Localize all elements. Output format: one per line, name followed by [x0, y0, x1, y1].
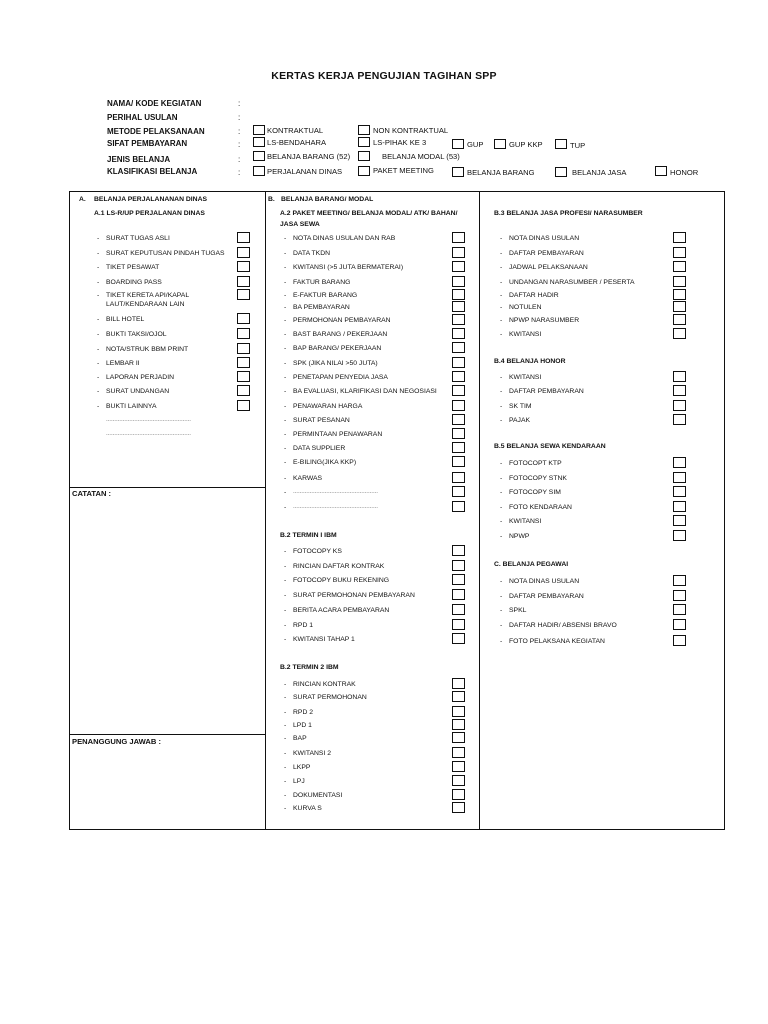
- checklist-checkbox[interactable]: [452, 261, 465, 272]
- checklist-item-label: SPKL: [509, 607, 527, 614]
- bullet: -: [284, 317, 287, 324]
- checklist-checkbox[interactable]: [237, 328, 250, 339]
- checklist-checkbox[interactable]: [452, 761, 465, 772]
- bullet: -: [500, 578, 503, 585]
- checkbox-tup[interactable]: [555, 139, 567, 149]
- label-metode: METODE PELAKSANAAN: [107, 127, 205, 136]
- checklist-checkbox[interactable]: [673, 486, 686, 497]
- checklist-item-label: DOKUMENTASI: [293, 792, 343, 799]
- bullet: -: [500, 504, 503, 511]
- checklist-checkbox[interactable]: [452, 314, 465, 325]
- colon: :: [238, 140, 241, 149]
- checklist-checkbox[interactable]: [673, 530, 686, 541]
- checklist-checkbox[interactable]: [673, 619, 686, 630]
- bullet: -: [284, 417, 287, 424]
- bullet: -: [500, 417, 503, 424]
- option-kontraktual: KONTRAKTUAL: [267, 126, 324, 135]
- checklist-checkbox[interactable]: [673, 261, 686, 272]
- checklist-item-label: BUKTI TAKSI/OJOL: [106, 331, 167, 338]
- checklist-item-label: TIKET KERETA API/KAPAL: [106, 292, 190, 299]
- checklist-item-label: PERMINTAAN PENAWARAN: [293, 431, 383, 438]
- checklist-checkbox[interactable]: [452, 357, 465, 368]
- checklist-item-label: FOTO KENDARAAN: [509, 504, 572, 511]
- checklist-checkbox[interactable]: [452, 385, 465, 396]
- bullet: -: [500, 460, 503, 467]
- checklist-checkbox[interactable]: [237, 247, 250, 258]
- checklist-checkbox[interactable]: [452, 414, 465, 425]
- checklist-checkbox[interactable]: [452, 619, 465, 630]
- section-title-barang-modal: BELANJA BARANG/ MODAL: [281, 196, 374, 203]
- bullet: -: [500, 475, 503, 482]
- option-ls-pihak-ke-3: LS-PIHAK KE 3: [373, 138, 427, 147]
- bullet: -: [284, 403, 287, 410]
- checklist-item-label: NOTA/STRUK BBM PRINT: [106, 346, 189, 353]
- checklist-item-label: FOTOCOPT KTP: [509, 460, 562, 467]
- bullet: -: [97, 360, 100, 367]
- subsection-title-b5: B.5 BELANJA SEWA KENDARAAN: [494, 443, 606, 450]
- bullet: -: [284, 331, 287, 338]
- subsection-title-a1: A.1 LS-R/UP PERJALANAN DINAS: [94, 210, 205, 217]
- bullet: -: [284, 489, 287, 496]
- checklist-checkbox[interactable]: [673, 328, 686, 339]
- option-belanja-jasa: BELANJA JASA: [572, 168, 627, 177]
- checklist-item-label: SURAT TUGAS ASLI: [106, 235, 170, 242]
- bullet: -: [284, 279, 287, 286]
- checklist-checkbox[interactable]: [452, 678, 465, 689]
- checklist-checkbox[interactable]: [237, 289, 250, 300]
- checklist-item-label: SURAT PERMOHONAN PEMBAYARAN: [293, 592, 415, 599]
- checklist-checkbox[interactable]: [237, 261, 250, 272]
- checklist-checkbox[interactable]: [452, 456, 465, 467]
- item-continuation: LAUT/KENDARAAN LAIN: [106, 301, 185, 308]
- checklist-item-label: BERITA ACARA PEMBAYARAN: [293, 607, 390, 614]
- colon: :: [238, 99, 241, 108]
- bullet: -: [284, 805, 287, 812]
- bullet: -: [284, 235, 287, 242]
- bullet: -: [500, 250, 503, 257]
- checklist-item-label: KWITANSI: [509, 374, 542, 381]
- checklist-checkbox[interactable]: [452, 789, 465, 800]
- checklist-item-label: UNDANGAN NARASUMBER / PESERTA: [509, 279, 635, 286]
- checklist-item-label: E-FAKTUR BARANG: [293, 292, 358, 299]
- checklist-checkbox[interactable]: [673, 472, 686, 483]
- checklist-checkbox[interactable]: [452, 545, 465, 556]
- option-ls-bendahara: LS-BENDAHARA: [267, 138, 327, 147]
- bullet: -: [284, 636, 287, 643]
- checklist-item-label: DAFTAR PEMBAYARAN: [509, 388, 584, 395]
- checklist-checkbox[interactable]: [452, 428, 465, 439]
- checklist-item-label: FOTO PELAKSANA KEGIATAN: [509, 638, 605, 645]
- checklist-item-label: LAPORAN PERJADIN: [106, 374, 174, 381]
- colon: :: [238, 168, 241, 177]
- checklist-checkbox[interactable]: [673, 635, 686, 646]
- checklist-checkbox[interactable]: [673, 301, 686, 312]
- checklist-item-label: KWITANSI 2: [293, 750, 332, 757]
- bullet: -: [284, 548, 287, 555]
- checklist-item-label: NOTA DINAS USULAN: [509, 578, 580, 585]
- bullet: -: [500, 518, 503, 525]
- bullet: -: [284, 722, 287, 729]
- checklist-checkbox[interactable]: [452, 247, 465, 258]
- checklist-checkbox[interactable]: [237, 400, 250, 411]
- checklist-checkbox[interactable]: [452, 342, 465, 353]
- checklist-checkbox[interactable]: [237, 357, 250, 368]
- checklist-item-label: NOTA DINAS USULAN DAN RAB: [293, 235, 396, 242]
- checklist-checkbox[interactable]: [452, 747, 465, 758]
- checkbox-belanja-barang[interactable]: [452, 167, 464, 177]
- option-gup-kkp: GUP KKP: [509, 140, 543, 149]
- bullet: -: [284, 607, 287, 614]
- bullet: -: [500, 235, 503, 242]
- checklist-checkbox[interactable]: [452, 276, 465, 287]
- dotted-line: ……………………………………………: [106, 431, 191, 437]
- label-perihal: PERIHAL USULAN: [107, 113, 178, 122]
- bullet: -: [284, 764, 287, 771]
- checkbox-belanja-jasa[interactable]: [555, 167, 567, 177]
- section-prefix-b: B.: [268, 196, 275, 203]
- checkbox-paket-meeting[interactable]: [358, 166, 370, 176]
- checklist-item-label: FAKTUR BARANG: [293, 279, 351, 286]
- bullet: -: [284, 304, 287, 311]
- option-belanja-barang: BELANJA BARANG: [467, 168, 535, 177]
- bullet: -: [284, 250, 287, 257]
- bullet: -: [500, 593, 503, 600]
- checkbox-honor[interactable]: [655, 166, 667, 176]
- checklist-checkbox[interactable]: [452, 706, 465, 717]
- checklist-item-label: PENAWARAN HARGA: [293, 403, 363, 410]
- checklist-item-label: BAP BARANG/ PEKERJAAN: [293, 345, 382, 352]
- checklist-item-label: DAFTAR PEMBAYARAN: [509, 250, 584, 257]
- checklist-checkbox[interactable]: [237, 343, 250, 354]
- checklist-checkbox[interactable]: [452, 472, 465, 483]
- checklist-item-label: NOTULEN: [509, 304, 542, 311]
- subsection-title-c: C. BELANJA PEGAWAI: [494, 561, 569, 568]
- checklist-checkbox[interactable]: [452, 371, 465, 382]
- checklist-checkbox[interactable]: [452, 802, 465, 813]
- option-gup: GUP: [467, 140, 484, 149]
- subsection-title-a2: A.2 PAKET MEETING/ BELANJA MODAL/ ATK/ BAHAN/: [280, 210, 458, 217]
- checklist-item-label: KWITANSI TAHAP 1: [293, 636, 355, 643]
- row-divider: [70, 734, 266, 735]
- label-nama-kode: NAMA/ KODE KEGIATAN: [107, 99, 202, 108]
- checklist-checkbox[interactable]: [673, 232, 686, 243]
- bullet: -: [500, 304, 503, 311]
- colon: :: [238, 127, 241, 136]
- bullet: -: [284, 360, 287, 367]
- bullet: -: [500, 489, 503, 496]
- option-belanja-barang-52: BELANJA BARANG (52): [267, 152, 351, 161]
- dotted-line: ……………………………………………: [106, 417, 191, 423]
- bullet: -: [284, 750, 287, 757]
- checklist-checkbox[interactable]: [673, 414, 686, 425]
- colon: :: [238, 113, 241, 122]
- checklist-item-label: ……………………………………………: [293, 489, 378, 495]
- checklist-checkbox[interactable]: [452, 691, 465, 702]
- checklist-checkbox[interactable]: [673, 515, 686, 526]
- checklist-item-label: BA EVALUASI, KLARIFIKASI DAN NEGOSIASI: [293, 388, 437, 395]
- page-title: KERTAS KERJA PENGUJIAN TAGIHAN SPP: [271, 70, 497, 82]
- checklist-checkbox[interactable]: [452, 775, 465, 786]
- section-title-perjalanan-dinas: BELANJA PERJALANANAN DINAS: [94, 196, 208, 203]
- checklist-item-label: DATA TKDN: [293, 250, 331, 257]
- checklist-item-label: RINCIAN DAFTAR KONTRAK: [293, 563, 385, 570]
- bullet: -: [97, 403, 100, 410]
- checklist-item-label: RPD 1: [293, 622, 314, 629]
- checklist-item-label: LEMBAR II: [106, 360, 140, 367]
- bullet: -: [500, 374, 503, 381]
- checklist-checkbox[interactable]: [237, 385, 250, 396]
- checklist-checkbox[interactable]: [452, 633, 465, 644]
- checklist-checkbox[interactable]: [237, 276, 250, 287]
- bullet: -: [284, 504, 287, 511]
- section-prefix-a: A.: [79, 196, 86, 203]
- bullet: -: [97, 292, 100, 299]
- checklist-item-label: KARWAS: [293, 475, 323, 482]
- checklist-checkbox[interactable]: [452, 589, 465, 600]
- checklist-item-label: DATA SUPPLIER: [293, 445, 346, 452]
- checklist-item-label: FOTOCOPY STNK: [509, 475, 567, 482]
- checklist-item-label: SK TIM: [509, 403, 532, 410]
- bullet: -: [284, 388, 287, 395]
- checklist-item-label: BA PEMBAYARAN: [293, 304, 350, 311]
- checklist-item-label: DAFTAR HADIR/ ABSENSI BRAVO: [509, 622, 617, 629]
- bullet: -: [500, 331, 503, 338]
- option-perjalanan-dinas: PERJALANAN DINAS: [267, 167, 343, 176]
- checklist-item-label: KWITANSI: [509, 331, 542, 338]
- checklist-item-label: BAST BARANG / PEKERJAAN: [293, 331, 388, 338]
- checklist-checkbox[interactable]: [237, 232, 250, 243]
- checklist-item-label: NOTA DINAS USULAN: [509, 235, 580, 242]
- bullet: -: [500, 317, 503, 324]
- checklist-item-label: SURAT PERMOHONAN: [293, 694, 367, 701]
- option-honor: HONOR: [670, 168, 699, 177]
- checklist-checkbox[interactable]: [673, 400, 686, 411]
- bullet: -: [500, 388, 503, 395]
- checklist-item-label: PERMOHONAN PEMBAYARAN: [293, 317, 391, 324]
- subsection-title-b3: B.3 BELANJA JASA PROFESI/ NARASUMBER: [494, 210, 643, 217]
- checklist-checkbox[interactable]: [673, 604, 686, 615]
- checklist-checkbox[interactable]: [673, 575, 686, 586]
- bullet: -: [97, 250, 100, 257]
- bullet: -: [500, 279, 503, 286]
- checklist-item-label: TIKET PESAWAT: [106, 264, 160, 271]
- penanggung-jawab-label: PENANGGUNG JAWAB :: [72, 737, 162, 746]
- bullet: -: [500, 638, 503, 645]
- checklist-item-label: PAJAK: [509, 417, 531, 424]
- checklist-item-label: BAP: [293, 735, 307, 742]
- checklist-item-label: BUKTI LAINNYA: [106, 403, 157, 410]
- catatan-label: CATATAN :: [72, 489, 112, 498]
- checklist-checkbox[interactable]: [452, 328, 465, 339]
- subsection-title-termin-2: B.2 TERMIN 2 IBM: [280, 664, 339, 671]
- checklist-item-label: BOARDING PASS: [106, 279, 162, 286]
- bullet: -: [284, 445, 287, 452]
- checklist-item-label: LKPP: [293, 764, 311, 771]
- option-paket-meeting: PAKET MEETING: [373, 166, 434, 175]
- checkbox-belanja-barang-52[interactable]: [253, 151, 265, 161]
- checkbox-kontraktual[interactable]: [253, 125, 265, 135]
- checklist-item-label: DAFTAR HADIR: [509, 292, 559, 299]
- bullet: -: [284, 374, 287, 381]
- label-jenis: JENIS BELANJA: [107, 155, 171, 164]
- checklist-checkbox[interactable]: [237, 313, 250, 324]
- checklist-item-label: DAFTAR PEMBAYARAN: [509, 593, 584, 600]
- bullet: -: [97, 264, 100, 271]
- checklist-checkbox[interactable]: [673, 276, 686, 287]
- checklist-checkbox[interactable]: [452, 732, 465, 743]
- bullet: -: [284, 778, 287, 785]
- checklist-checkbox[interactable]: [673, 457, 686, 468]
- bullet: -: [97, 346, 100, 353]
- checklist-item-label: KWITANSI: [509, 518, 542, 525]
- bullet: -: [500, 533, 503, 540]
- bullet: -: [97, 316, 100, 323]
- bullet: -: [284, 709, 287, 716]
- checklist-checkbox[interactable]: [452, 719, 465, 730]
- checklist-item-label: SPK (JIKA NILAI >50 JUTA): [293, 360, 378, 367]
- column-divider: [479, 192, 480, 829]
- bullet: -: [500, 622, 503, 629]
- checkbox-belanja-modal-53[interactable]: [358, 151, 370, 161]
- checklist-item-label: LPD 1: [293, 722, 312, 729]
- bullet: -: [284, 735, 287, 742]
- label-sifat: SIFAT PEMBAYARAN: [107, 139, 188, 148]
- bullet: -: [97, 279, 100, 286]
- checklist-checkbox[interactable]: [452, 486, 465, 497]
- bullet: -: [97, 374, 100, 381]
- subsection-title-a2-cont: JASA SEWA: [280, 221, 320, 228]
- bullet: -: [284, 681, 287, 688]
- checklist-checkbox[interactable]: [452, 604, 465, 615]
- checklist-checkbox[interactable]: [452, 501, 465, 512]
- bullet: -: [284, 577, 287, 584]
- option-belanja-modal-53: BELANJA MODAL (53): [382, 152, 460, 161]
- bullet: -: [284, 694, 287, 701]
- checklist-item-label: FOTOCOPY BUKU REKENING: [293, 577, 390, 584]
- checklist-checkbox[interactable]: [673, 247, 686, 258]
- checklist-checkbox[interactable]: [673, 289, 686, 300]
- checklist-checkbox[interactable]: [673, 501, 686, 512]
- checklist-item-label: RINCIAN KONTRAK: [293, 681, 356, 688]
- checkbox-perjalanan-dinas[interactable]: [253, 166, 265, 176]
- checklist-checkbox[interactable]: [452, 301, 465, 312]
- checklist-checkbox[interactable]: [452, 560, 465, 571]
- checklist-item-label: NPWP: [509, 533, 530, 540]
- checklist-checkbox[interactable]: [452, 400, 465, 411]
- bullet: -: [97, 388, 100, 395]
- checklist-item-label: FOTOCOPY KS: [293, 548, 342, 555]
- bullet: -: [97, 331, 100, 338]
- subsection-title-termin-1: B.2 TERMIN I IBM: [280, 532, 337, 539]
- checklist-item-label: SURAT PESANAN: [293, 417, 350, 424]
- bullet: -: [284, 622, 287, 629]
- checklist-checkbox[interactable]: [673, 371, 686, 382]
- subsection-title-b4: B.4 BELANJA HONOR: [494, 358, 566, 365]
- checklist-item-label: SURAT KEPUTUSAN PINDAH TUGAS: [106, 250, 225, 257]
- bullet: -: [97, 235, 100, 242]
- checklist-checkbox[interactable]: [452, 289, 465, 300]
- checkbox-gup-kkp[interactable]: [494, 139, 506, 149]
- checkbox-ls-bendahara[interactable]: [253, 137, 265, 147]
- bullet: -: [500, 292, 503, 299]
- checklist-checkbox[interactable]: [452, 442, 465, 453]
- bullet: -: [284, 431, 287, 438]
- bullet: -: [284, 475, 287, 482]
- bullet: -: [284, 292, 287, 299]
- checklist-item-label: FOTOCOPY SIM: [509, 489, 561, 496]
- bullet: -: [284, 592, 287, 599]
- checkbox-ls-pihak-ke-3[interactable]: [358, 137, 370, 147]
- checkbox-non-kontraktual[interactable]: [358, 125, 370, 135]
- checklist-item-label: NPWP NARASUMBER: [509, 317, 580, 324]
- checklist-item-label: RPD 2: [293, 709, 314, 716]
- checklist-checkbox[interactable]: [673, 590, 686, 601]
- option-non-kontraktual: NON KONTRAKTUAL: [373, 126, 449, 135]
- checklist-checkbox[interactable]: [673, 314, 686, 325]
- checkbox-gup[interactable]: [452, 139, 464, 149]
- bullet: -: [500, 403, 503, 410]
- bullet: -: [284, 792, 287, 799]
- label-klasifikasi: KLASIFIKASI BELANJA: [107, 167, 198, 176]
- bullet: -: [500, 607, 503, 614]
- checklist-item-label: E-BILING(JIKA KKP): [293, 459, 357, 466]
- checklist-item-label: SURAT UNDANGAN: [106, 388, 170, 395]
- bullet: -: [500, 264, 503, 271]
- colon: :: [238, 155, 241, 164]
- checklist-item-label: LPJ: [293, 778, 305, 785]
- bullet: -: [284, 563, 287, 570]
- checklist-item-label: KURVA S: [293, 805, 322, 812]
- checklist-item-label: PENETAPAN PENYEDIA JASA: [293, 374, 388, 381]
- bullet: -: [284, 459, 287, 466]
- checklist-item-label: BILL HOTEL: [106, 316, 145, 323]
- checklist-checkbox[interactable]: [452, 574, 465, 585]
- bullet: -: [284, 264, 287, 271]
- checklist-checkbox[interactable]: [237, 371, 250, 382]
- option-tup: TUP: [570, 141, 586, 150]
- bullet: -: [284, 345, 287, 352]
- checklist-checkbox[interactable]: [673, 385, 686, 396]
- checklist-item-label: ……………………………………………: [293, 504, 378, 510]
- checklist-item-label: JADWAL PELAKSANAAN: [509, 264, 588, 271]
- checklist-checkbox[interactable]: [452, 232, 465, 243]
- checklist-item-label: KWITANSI (>5 JUTA BERMATERAI): [293, 264, 404, 271]
